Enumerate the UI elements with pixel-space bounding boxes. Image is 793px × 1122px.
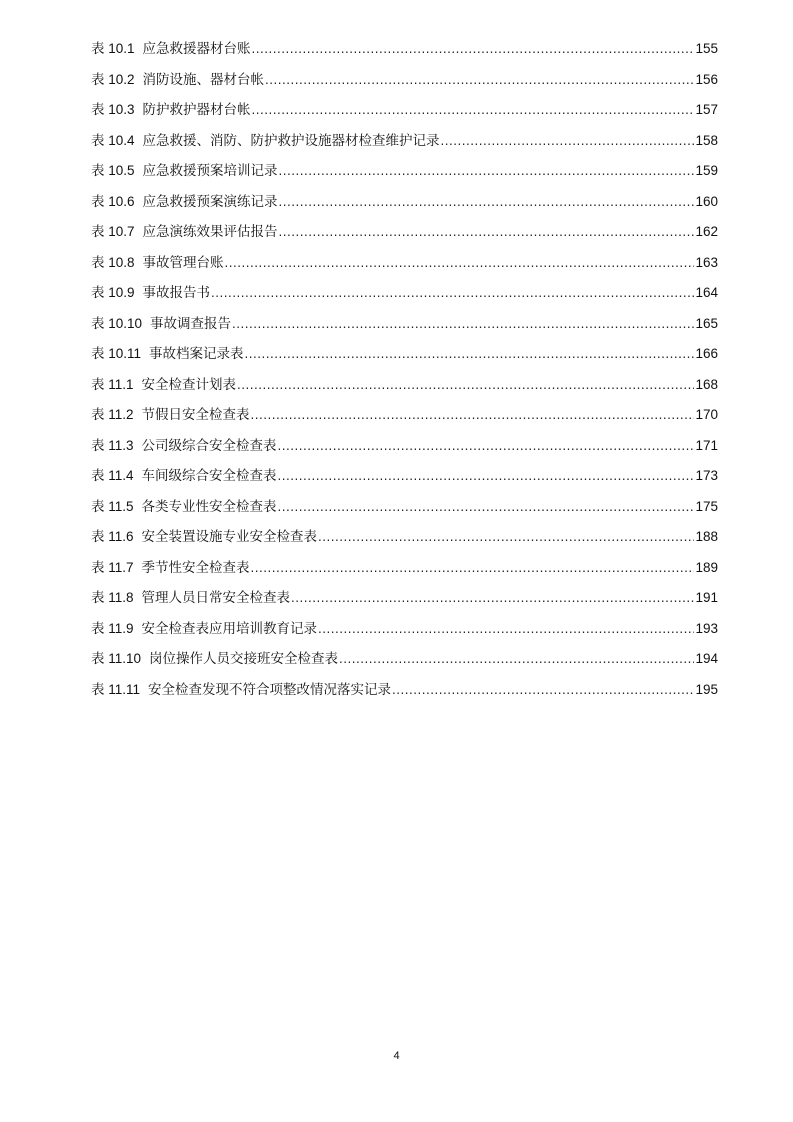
dot-leader: [252, 38, 695, 60]
toc-entry[interactable]: [91, 587, 718, 618]
toc-entry-number: 表 11.11: [91, 681, 141, 697]
dot-leader: [251, 404, 695, 426]
toc-entry-title: 事故调查报告: [150, 315, 232, 332]
dot-leader: [278, 496, 695, 518]
toc-entry-number: 表 10.4: [91, 132, 135, 148]
toc-entry[interactable]: [91, 313, 718, 344]
toc-entry[interactable]: [91, 557, 718, 588]
toc-entry-title: 公司级综合安全检查表: [141, 437, 277, 454]
toc-entry-number: 表 10.11: [91, 346, 142, 361]
toc-entry-page: 163: [695, 254, 718, 270]
toc-entry-page: 194: [695, 651, 718, 666]
toc-entry-number: 表 10.5: [91, 163, 135, 178]
toc-entry-title: 车间级综合安全检查表: [141, 468, 277, 484]
dot-leader: [211, 282, 694, 304]
toc-entry-number: 表 11.3: [91, 437, 134, 453]
dot-leader: [278, 465, 695, 487]
toc-entry[interactable]: [91, 130, 718, 161]
dot-leader: [441, 130, 695, 152]
toc-entry-title: 应急救援预案演练记录: [142, 193, 278, 210]
toc-entry-title: 安全检查表应用培训教育记录: [141, 620, 318, 637]
toc-entry-number: 表 10.6: [91, 193, 135, 209]
toc-entry[interactable]: [91, 526, 718, 557]
toc-entry-number: 表 10.7: [91, 224, 135, 239]
dot-leader: [245, 343, 695, 365]
toc-entry-number: 表 10.9: [91, 285, 135, 300]
dot-leader: [278, 435, 695, 457]
toc-entry-page: 170: [695, 407, 718, 422]
toc-entry-page: 160: [695, 193, 718, 209]
dot-leader: [291, 587, 694, 609]
toc-entry-page: 158: [695, 132, 718, 148]
toc-entry-title: 应急救援、消防、防护救护设施器材检查维护记录: [142, 132, 440, 149]
toc-entry-title: 季节性安全检查表: [141, 559, 250, 576]
toc-entry-title: 应急救援器材台账: [142, 41, 251, 57]
toc-entry[interactable]: [91, 618, 718, 649]
dot-leader: [392, 679, 694, 701]
toc-entry-title: 各类专业性安全检查表: [141, 498, 277, 515]
toc-entry-number: 表 11.1: [91, 376, 134, 392]
toc-entry-title: 应急演练效果评估报告: [142, 224, 278, 240]
toc-entry-page: 165: [695, 315, 718, 331]
toc-entry-page: 166: [695, 346, 718, 361]
toc-entry-page: 188: [695, 529, 718, 544]
toc-entry[interactable]: [91, 465, 718, 496]
dot-leader: [251, 557, 695, 579]
dot-leader: [318, 526, 694, 548]
toc-entry[interactable]: [91, 435, 718, 466]
toc-entry[interactable]: [91, 343, 718, 374]
toc-entry-page: 193: [695, 620, 718, 636]
dot-leader: [232, 313, 694, 335]
toc-entry[interactable]: [91, 679, 718, 710]
toc-entry[interactable]: [91, 374, 718, 405]
toc-entry[interactable]: [91, 282, 718, 313]
toc-entry[interactable]: [91, 99, 718, 130]
toc-entry-page: 191: [695, 590, 718, 605]
dot-leader: [225, 252, 695, 274]
toc-entry-title: 管理人员日常安全检查表: [141, 590, 291, 606]
toc-entry-number: 表 10.8: [91, 254, 135, 270]
toc-entry-title: 岗位操作人员交接班安全检查表: [149, 651, 339, 667]
toc-entry[interactable]: [91, 252, 718, 283]
toc-entry-title: 安全检查计划表: [141, 376, 237, 393]
toc-entry-page: 162: [695, 224, 718, 239]
page-number: 4: [393, 1050, 400, 1062]
toc-entry[interactable]: [91, 69, 718, 100]
toc-entry-title: 事故报告书: [142, 285, 211, 301]
toc-entry-page: 173: [695, 468, 718, 483]
dot-leader: [279, 160, 695, 182]
toc-entry-number: 表 11.2: [91, 407, 134, 422]
toc-entry-title: 防护救护器材台帐: [142, 102, 251, 118]
toc-entry-page: 164: [695, 285, 718, 300]
toc-entry[interactable]: [91, 191, 718, 222]
toc-entry-page: 189: [695, 559, 718, 575]
toc-entry-page: 171: [695, 437, 718, 453]
toc-entry-page: 168: [695, 376, 718, 392]
table-of-contents: [91, 38, 718, 709]
dot-leader: [237, 374, 694, 396]
toc-entry-number: 表 10.10: [91, 315, 143, 331]
toc-entry[interactable]: [91, 160, 718, 191]
toc-entry-page: 175: [695, 498, 718, 514]
toc-entry-number: 表 11.4: [91, 468, 134, 483]
toc-entry[interactable]: [91, 648, 718, 679]
toc-entry-title: 节假日安全检查表: [141, 407, 250, 423]
toc-entry-title: 安全检查发现不符合项整改情况落实记录: [148, 681, 392, 698]
toc-entry-number: 表 11.5: [91, 498, 134, 514]
toc-entry-page: 157: [695, 102, 718, 117]
toc-entry-title: 事故管理台账: [142, 254, 224, 271]
toc-entry-page: 155: [695, 41, 718, 56]
toc-entry-title: 应急救援预案培训记录: [142, 163, 278, 179]
dot-leader: [339, 648, 694, 670]
toc-entry-number: 表 11.10: [91, 651, 142, 666]
toc-entry-page: 195: [695, 681, 718, 697]
toc-entry-number: 表 10.3: [91, 102, 135, 117]
toc-entry-number: 表 11.6: [91, 529, 134, 544]
dot-leader: [318, 618, 694, 640]
toc-entry-title: 消防设施、器材台帐: [142, 71, 265, 88]
dot-leader: [279, 221, 695, 243]
dot-leader: [279, 191, 695, 213]
toc-entry-number: 表 11.8: [91, 590, 134, 605]
toc-entry-number: 表 10.2: [91, 71, 135, 87]
toc-entry[interactable]: [91, 38, 718, 69]
toc-entry[interactable]: [91, 496, 718, 527]
toc-entry-number: 表 11.7: [91, 559, 134, 575]
dot-leader: [252, 99, 695, 121]
toc-entry-number: 表 11.9: [91, 620, 134, 636]
toc-entry-title: 安全装置设施专业安全检查表: [141, 529, 318, 545]
toc-entry[interactable]: [91, 404, 718, 435]
toc-entry-page: 159: [695, 163, 718, 178]
toc-entry-number: 表 10.1: [91, 41, 135, 56]
toc-entry-page: 156: [695, 71, 718, 87]
toc-entry-title: 事故档案记录表: [149, 346, 244, 362]
dot-leader: [265, 69, 694, 91]
toc-entry[interactable]: [91, 221, 718, 252]
